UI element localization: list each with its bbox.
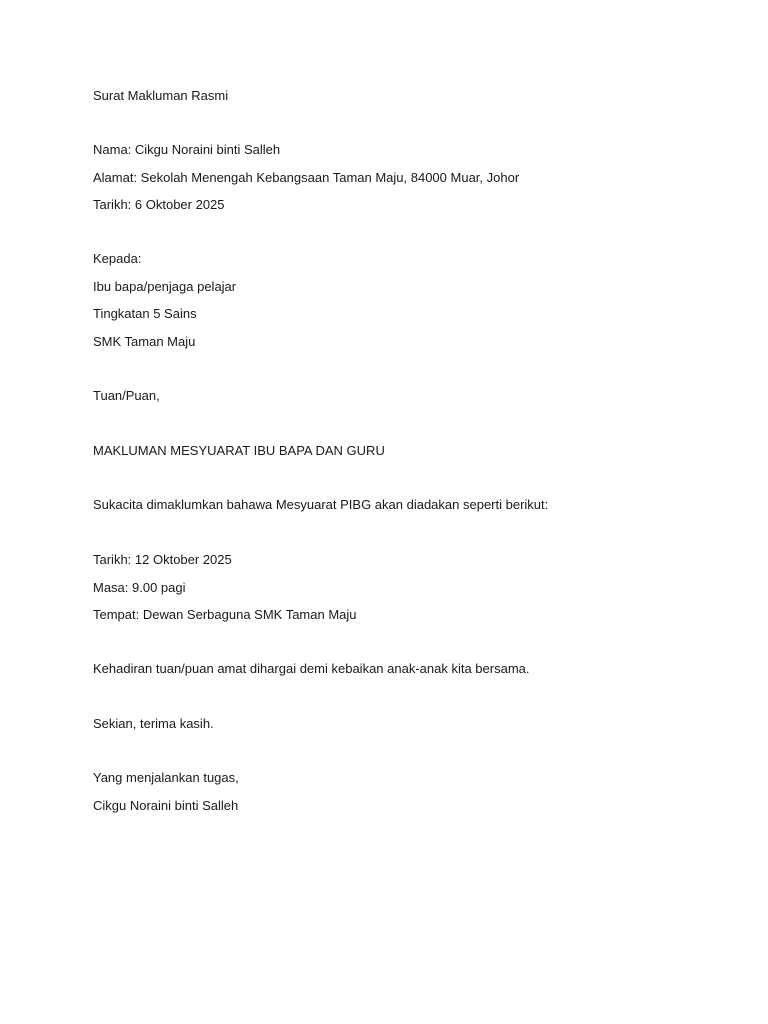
intro-paragraph: Sukacita dimaklumkan bahawa Mesyuarat PIBG akan diadakan seperti berikut: (93, 497, 549, 512)
signature-name: Cikgu Noraini binti Salleh (93, 798, 239, 813)
body-paragraph: Kehadiran tuan/puan amat dihargai demi kebaikan anak-anak kita bersama. (93, 661, 530, 676)
closing-line: Sekian, terima kasih. (93, 716, 214, 731)
meeting-time: Masa: 9.00 pagi (93, 580, 186, 595)
meeting-date: Tarikh: 12 Oktober 2025 (93, 552, 232, 567)
recipient-line: SMK Taman Maju (93, 334, 196, 349)
sender-name: Nama: Cikgu Noraini binti Salleh (93, 142, 281, 157)
sender-address: Alamat: Sekolah Menengah Kebangsaan Taman Maju, 84000 Muar, Johor (93, 170, 520, 185)
recipient-line: Tingkatan 5 Sains (93, 306, 197, 321)
recipient-heading: Kepada: (93, 251, 142, 266)
subject-heading: MAKLUMAN MESYUARAT IBU BAPA DAN GURU (93, 443, 385, 458)
signoff-line: Yang menjalankan tugas, (93, 770, 239, 785)
letter-title: Surat Makluman Rasmi (93, 88, 229, 103)
letter-date: Tarikh: 6 Oktober 2025 (93, 197, 225, 212)
salutation: Tuan/Puan, (93, 388, 160, 403)
meeting-venue: Tempat: Dewan Serbaguna SMK Taman Maju (93, 607, 357, 622)
recipient-line: Ibu bapa/penjaga pelajar (93, 279, 237, 294)
